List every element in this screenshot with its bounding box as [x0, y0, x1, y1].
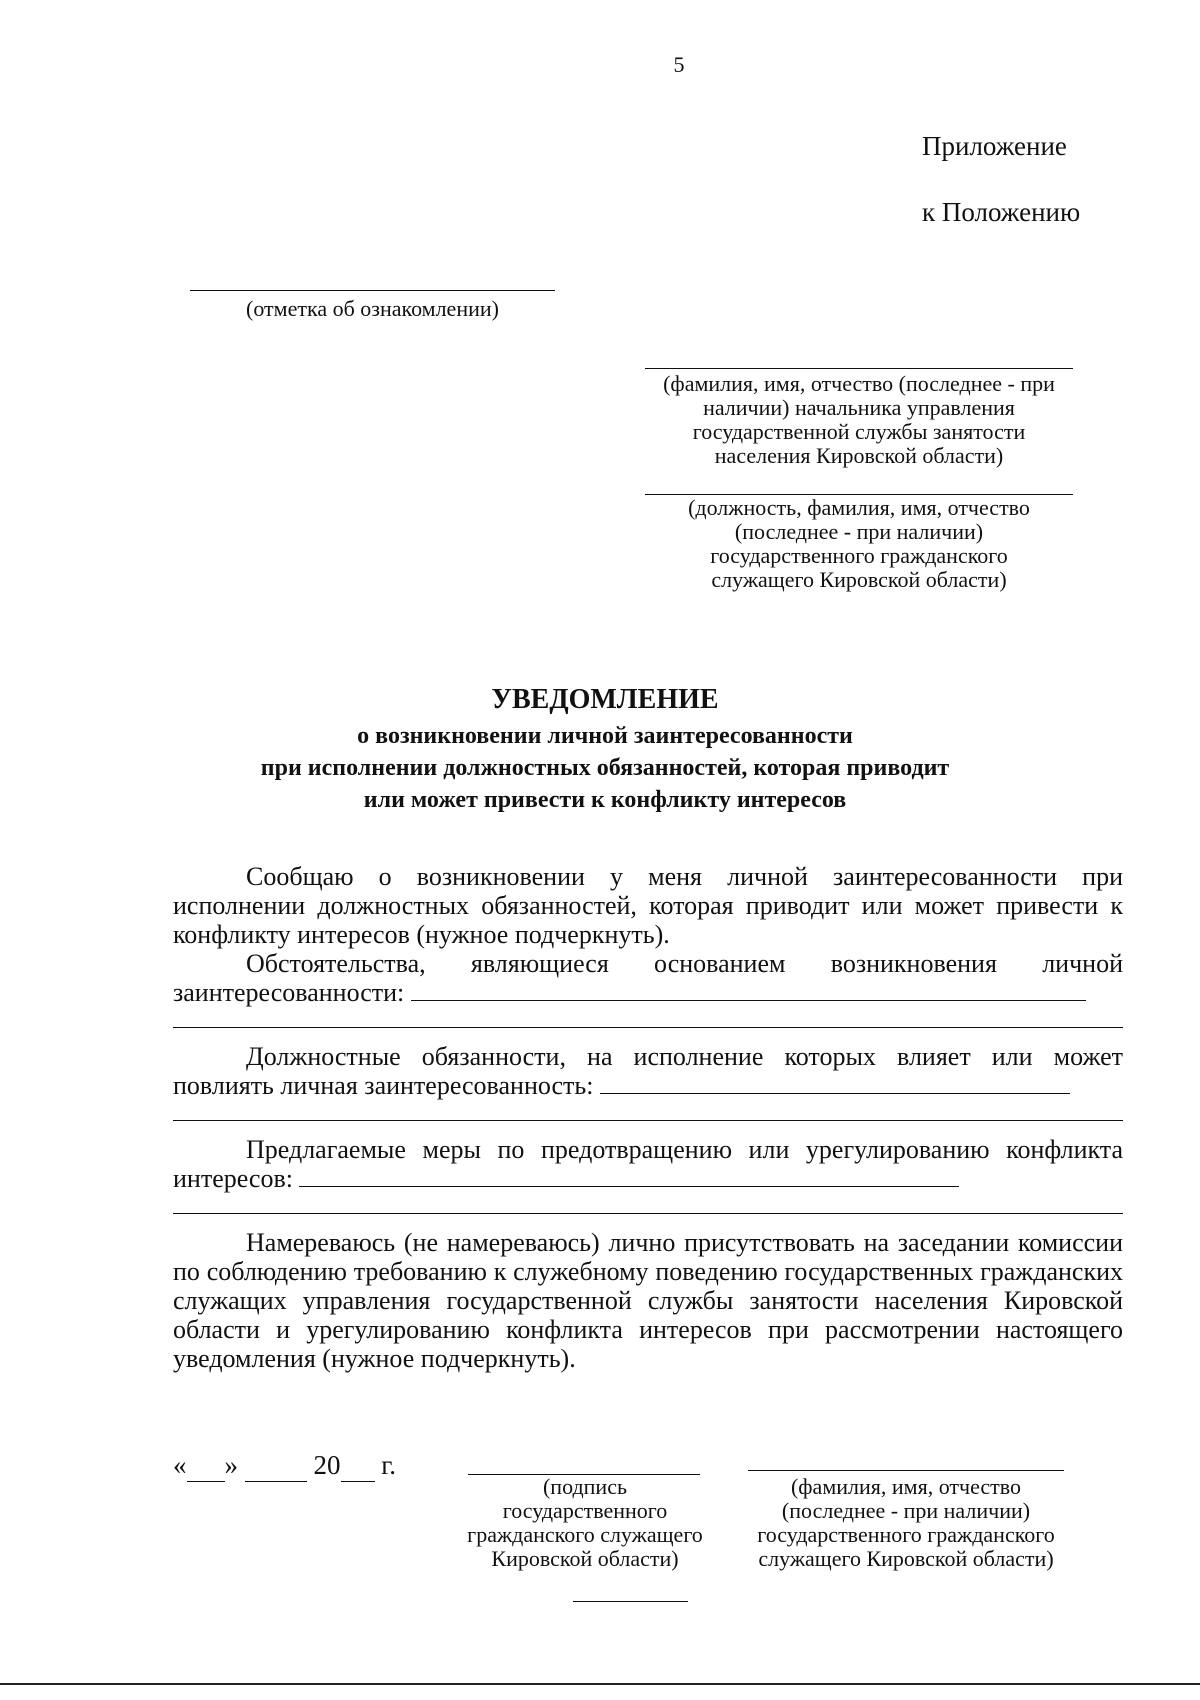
year-suffix: г. [381, 1450, 397, 1480]
recipient-caption-line: населения Кировской области) [714, 443, 1004, 468]
circumstances-field[interactable] [411, 999, 1086, 1001]
duties-extra-line[interactable] [173, 1100, 1123, 1121]
day-field[interactable] [187, 1450, 225, 1482]
measures-label: Предлагаемые меры по предотвращению или урегулированию конфликта интересов: [173, 1135, 1123, 1193]
page-edge [0, 1683, 1200, 1685]
month-field[interactable] [245, 1450, 307, 1482]
appendix-reference: к Положению [922, 197, 1081, 227]
signature-caption [440, 1475, 730, 1571]
signer-caption-line: государственного гражданского [757, 1522, 1055, 1547]
quote-close: » [224, 1450, 238, 1480]
title-line: или может привести к конфликту интересов [363, 787, 847, 813]
closing-line [573, 1601, 688, 1602]
acknowledgement-line[interactable] [190, 290, 555, 291]
title-line: о возникновении личной заинтересованности [357, 723, 853, 749]
signer-caption-line: (последнее - при наличии) [781, 1498, 1031, 1523]
signature-caption-line: гражданского служащего [467, 1522, 703, 1547]
duties-paragraph [173, 1042, 1123, 1100]
sender-caption-line: (последнее - при наличии) [734, 519, 984, 544]
notice-body [173, 862, 1123, 1373]
signer-caption-line: служащего Кировской области) [758, 1546, 1054, 1571]
signer-name-line[interactable] [748, 1470, 1064, 1471]
date-row [173, 1450, 396, 1482]
duties-label: Должностные обязанности, на исполнение которых влияет или может повлиять личная заинтересованность: [173, 1042, 1123, 1100]
circumstances-label: Обстоятельства, являющиеся основанием возникновения личной заинтересованности: [173, 949, 1123, 1007]
duties-field[interactable] [600, 1092, 1070, 1094]
page-number: 5 [673, 52, 685, 77]
signer-caption-line: (фамилия, имя, отчество [790, 1474, 1022, 1499]
title-line: при исполнении должностных обязанностей, которая приводит [260, 755, 950, 781]
year-field[interactable] [341, 1450, 375, 1482]
measures-paragraph [173, 1135, 1123, 1193]
recipient-caption [630, 372, 1088, 468]
attendance-paragraph: Намереваюсь (не намереваюсь) лично присутствовать на заседании комиссии по соблюдению требованию к служебному поведению государственных гражданских служащих управления государственной службы занятости населения Кировской области и урегулированию конфликта интересов при рассмотрении настоящего уведомления (нужное подчеркнуть). [173, 1228, 1123, 1373]
measures-extra-line[interactable] [173, 1193, 1123, 1214]
signature-caption-line: государственного [502, 1498, 668, 1523]
measures-field[interactable] [299, 1185, 959, 1187]
signature-caption-line: (подпись [542, 1474, 627, 1499]
recipient-caption-line: (фамилия, имя, отчество (последнее - при [663, 371, 1055, 396]
circumstances-paragraph [173, 949, 1123, 1007]
circumstances-extra-line[interactable] [173, 1007, 1123, 1028]
signer-name-caption [735, 1475, 1077, 1571]
signature-caption-line: Кировской области) [491, 1546, 679, 1571]
recipient-name-line[interactable] [645, 368, 1073, 369]
document-title [170, 680, 1040, 816]
sender-caption-line: (должность, фамилия, имя, отчество [688, 495, 1030, 520]
quote-open: « [173, 1450, 187, 1480]
year-prefix: 20 [313, 1450, 341, 1480]
appendix-label: Приложение [922, 131, 1067, 161]
title-main: УВЕДОМЛЕНИЕ [491, 684, 719, 715]
sender-caption [630, 496, 1088, 592]
acknowledgement-caption: (отметка об ознакомлении) [246, 296, 499, 321]
sender-caption-line: государственного гражданского [710, 543, 1008, 568]
notice-paragraph: Сообщаю о возникновении у меня личной заинтересованности при исполнении должностных обязанностей, которая приводит или может привести к конфликту интересов (нужное подчеркнуть). [173, 862, 1123, 949]
sender-caption-line: служащего Кировской области) [711, 567, 1007, 592]
recipient-caption-line: наличии) начальника управления [703, 395, 1015, 420]
recipient-caption-line: государственной службы занятости [692, 419, 1026, 444]
